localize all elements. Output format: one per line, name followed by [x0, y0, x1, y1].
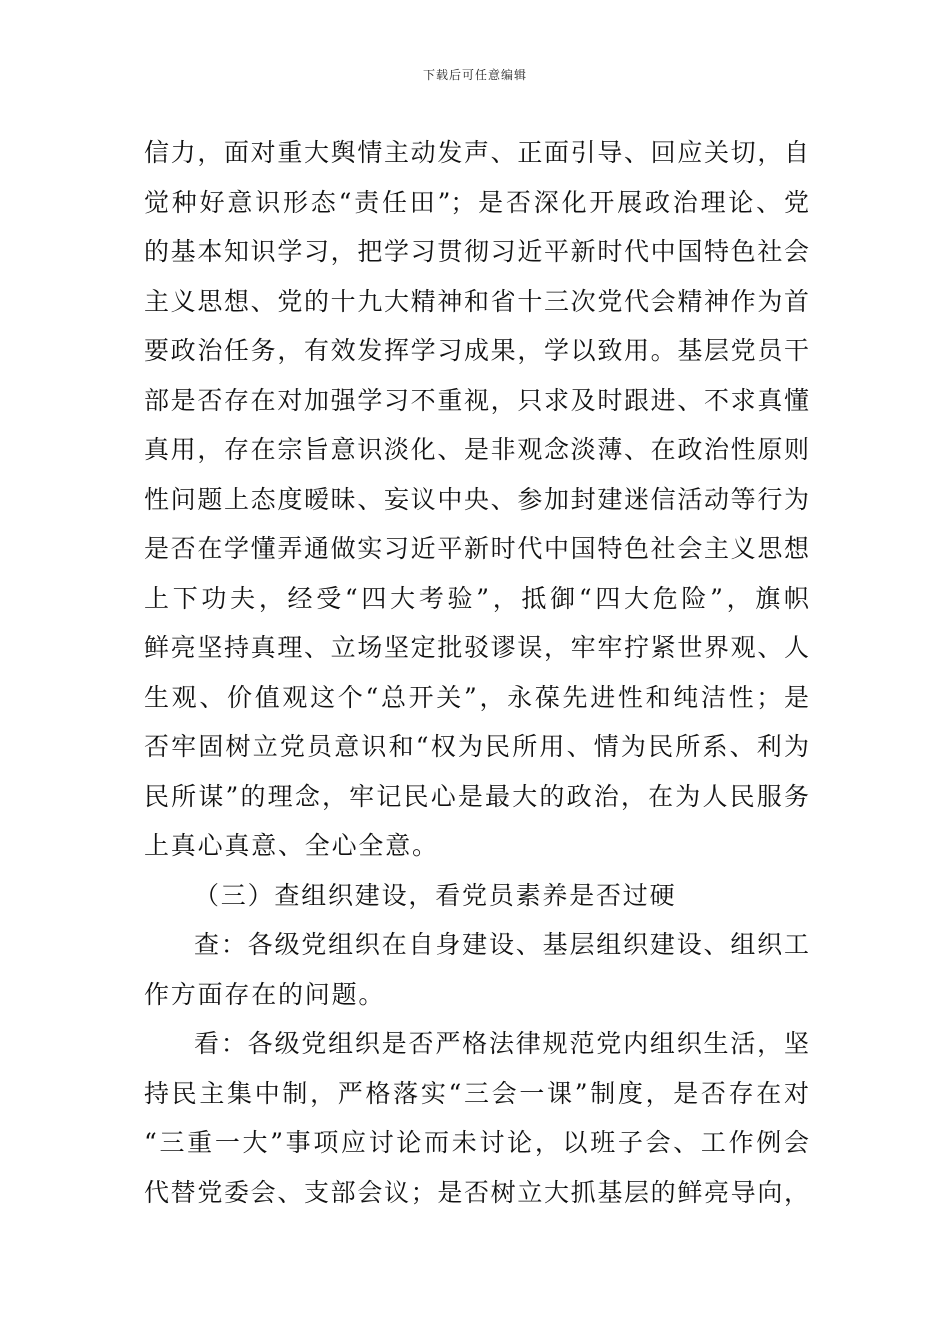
- paragraph-line: 民所谋”的理念，牢记民心是最大的政治，在为人民服务: [144, 781, 809, 811]
- paragraph-line: 性问题上态度暧昧、妄议中央、参加封建迷信活动等行为: [144, 484, 809, 514]
- paragraph-last-line: 作方面存在的问题。: [144, 979, 386, 1009]
- paragraph-line: 要政治任务，有效发挥学习成果，学以致用。基层党员干: [144, 336, 809, 365]
- paragraph-line: 上下功夫，经受“四大考验”，抵御“四大危险”，旗帜: [144, 583, 809, 613]
- paragraph-line: 觉种好意识形态“责任田”；是否深化开展政治理论、党: [144, 187, 809, 217]
- paragraph-line: 部是否存在对加强学习不重视，只求及时跟进、不求真懂: [144, 385, 809, 415]
- paragraph-first-line: 看：各级党组织是否严格法律规范党内组织生活，坚: [194, 1029, 809, 1058]
- document-body: [144, 128, 809, 1217]
- paragraph-first-line: 查：各级党组织在自身建设、基层组织建设、组织工: [194, 930, 809, 959]
- paragraph-line: “三重一大”事项应讨论而未讨论，以班子会、工作例会: [144, 1128, 809, 1157]
- paragraph-line: 是否在学懂弄通做实习近平新时代中国特色社会主义思想: [144, 534, 809, 563]
- paragraph-line: 否牢固树立党员意识和“权为民所用、情为民所系、利为: [144, 732, 809, 761]
- paragraph-line: 信力，面对重大舆情主动发声、正面引导、回应关切，自: [144, 138, 809, 167]
- paragraph-line: 主义思想、党的十九大精神和省十三次党代会精神作为首: [144, 286, 809, 316]
- paragraph-line: 鲜亮坚持真理、立场坚定批驳谬误，牢牢拧紧世界观、人: [144, 633, 809, 662]
- paragraph-line: 生观、价值观这个“总开关”，永葆先进性和纯洁性；是: [144, 682, 809, 712]
- paragraph-line: 持民主集中制，严格落实“三会一课”制度，是否存在对: [144, 1078, 809, 1108]
- paragraph-line: 真用，存在宗旨意识淡化、是非观念淡薄、在政治性原则: [144, 435, 809, 464]
- paragraph-line: 代替党委会、支部会议；是否树立大抓基层的鲜亮导向，: [144, 1177, 809, 1207]
- page-header-note: 下载后可任意编辑: [422, 68, 527, 82]
- paragraph-line: 的基本知识学习，把学习贯彻习近平新时代中国特色社会: [144, 237, 809, 266]
- paragraph-last-line: 上真心真意、全心全意。: [144, 831, 439, 860]
- section-heading: （三）查组织建设，看党员素养是否过硬: [194, 880, 677, 910]
